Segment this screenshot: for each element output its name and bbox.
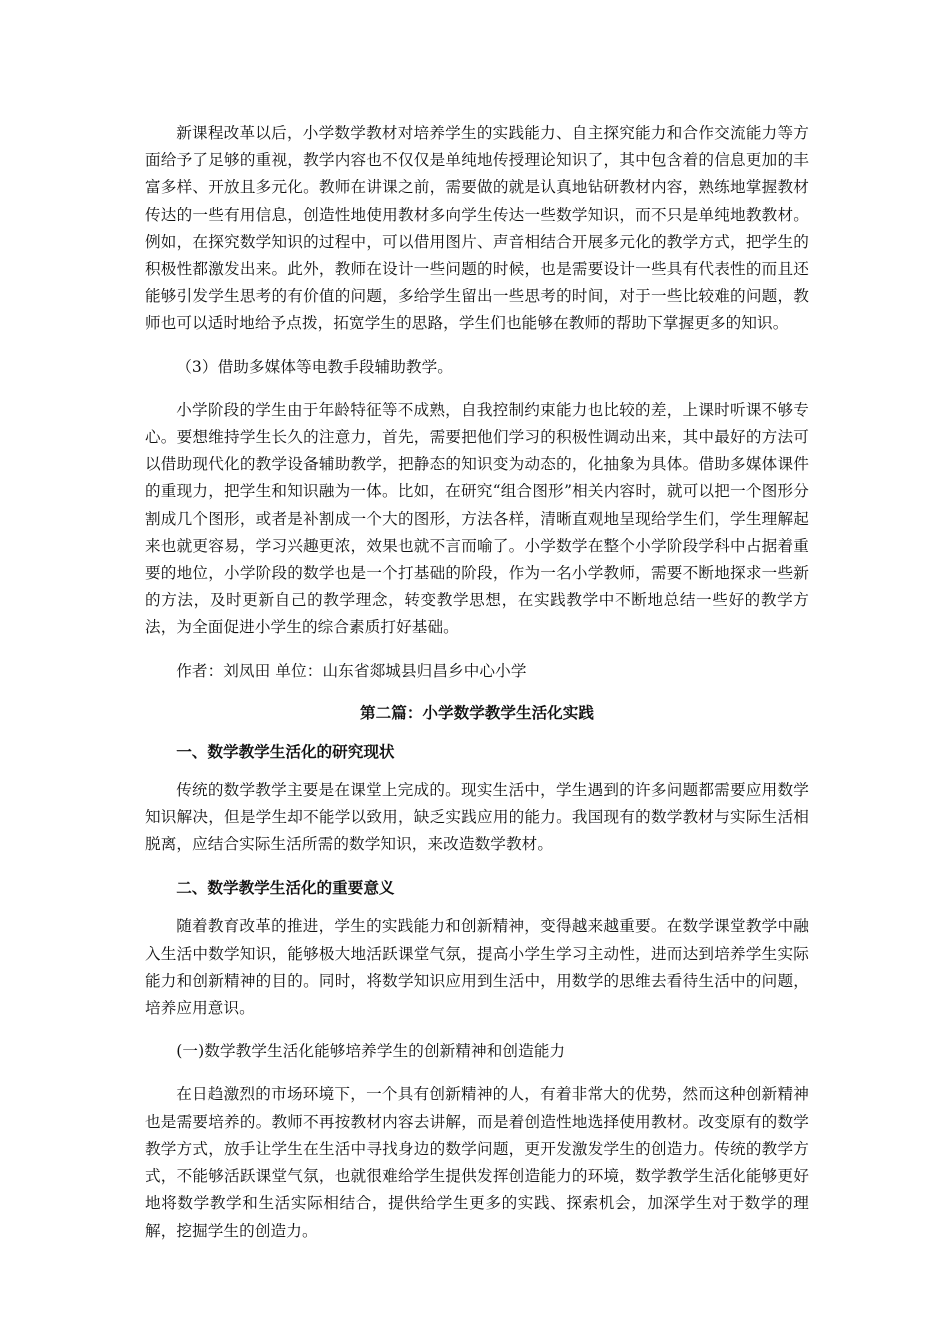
paragraph-multimedia: 小学阶段的学生由于年龄特征等不成熟，自我控制约束能力也比较的差，上课时听课不够专心。要想维持学生长久的注意力，首先，需要把他们学习的积极性调动出来，其中最好的方法可以借助现代化的教学设备辅助教学，把静态的知识变为动态的，化抽象为具体。借助多媒体课件的重现力，把学生和知识融为一体。比如，在研究“组合图形”相关内容时，就可以把一个图形分割成几个图形，或者是补割成一个大的图形，方法各样，清晰直观地呈现给学生们，学生理解起来也就更容易，学习兴趣更浓，效果也就不言而喻了。小学数学在整个小学阶段学科中占据着重要的地位，小学阶段的数学也是一个打基础的阶段，作为一名小学教师，需要不断地探求一些新的方法，及时更新自己的教学理念，转变教学思想，在实践教学中不断地总结一些好的教学方法，为全面促进小学生的综合素质打好基础。 xyxy=(145,400,809,637)
section-heading-status: 一、数学教学生活化的研究现状 xyxy=(176,741,395,761)
paragraph-innovation: 在日趋激烈的市场环境下，一个具有创新精神的人，有着非常大的优势，然而这种创新精神也是需要培养的。教师不再按教材内容去讲解，而是着创造性地选择使用教材。改变原有的数学教学方式，放手让学生在生活中寻找身边的数学问题，更开发激发学生的创造力。传统的教学方式，不能够活跃课堂气氛，也就很难给学生提供发挥创造能力的环境，数学教学生活化能够更好地将数学教学和生活实际相结合，提供给学生更多的实践、探索机会，加深学生对于数学的理解，挖掘学生的创造力。 xyxy=(145,1085,809,1240)
paragraph-status: 传统的数学教学主要是在课堂上完成的。现实生活中，学生遇到的许多问题都需要应用数学知识解决，但是学生却不能学以致用，缺乏实践应用的能力。我国现有的数学教材与实际生活相脱离，应结合实际生活所需的数学知识，来改造数学教材。 xyxy=(145,780,809,854)
paragraph-significance: 随着教育改革的推进，学生的实践能力和创新精神，变得越来越重要。在数学课堂教学中融入生活中数学知识，能够极大地活跃课堂气氛，提高小学生学习主动性，进而达到培养学生实际能力和创新精神的目的。同时，将数学知识应用到生活中，用数学的思维去看待生活中的问题，培养应用意识。 xyxy=(145,917,809,1018)
document-body xyxy=(145,120,809,1261)
section-heading-significance: 二、数学教学生活化的重要意义 xyxy=(176,878,395,898)
list-item-multimedia: （3）借助多媒体等电教手段辅助教学。 xyxy=(176,357,454,376)
author-line: 作者：刘凤田 单位：山东省郯城县归昌乡中心小学 xyxy=(176,661,527,680)
article-title: 第二篇：小学数学教学生活化实践 xyxy=(360,702,594,722)
paragraph-teaching-materials: 新课程改革以后，小学数学教材对培养学生的实践能力、自主探究能力和合作交流能力等方面给予了足够的重视，教学内容也不仅仅是单纯地传授理论知识了，其中包含着的信息更加的丰富多样、开放且多元化。教师在讲课之前，需要做的就是认真地钻研教材内容，熟练地掌握教材传达的一些有用信息，创造性地使用教材多向学生传达一些数学知识，而不只是单纯地教教材。例如，在探究数学知识的过程中，可以借用图片、声音相结合开展多元化的教学方式，把学生的积极性都激发出来。此外，教师在设计一些问题的时候，也是需要设计一些具有代表性的而且还能够引发学生思考的有价值的问题，多给学生留出一些思考的时间，对于一些比较难的问题，教师也可以适时地给予点拨，拓宽学生的思路，学生们也能够在教师的帮助下掌握更多的知识。 xyxy=(145,124,809,333)
subsection-heading-innovation: (一)数学教学生活化能够培养学生的创新精神和创造能力 xyxy=(176,1042,566,1061)
